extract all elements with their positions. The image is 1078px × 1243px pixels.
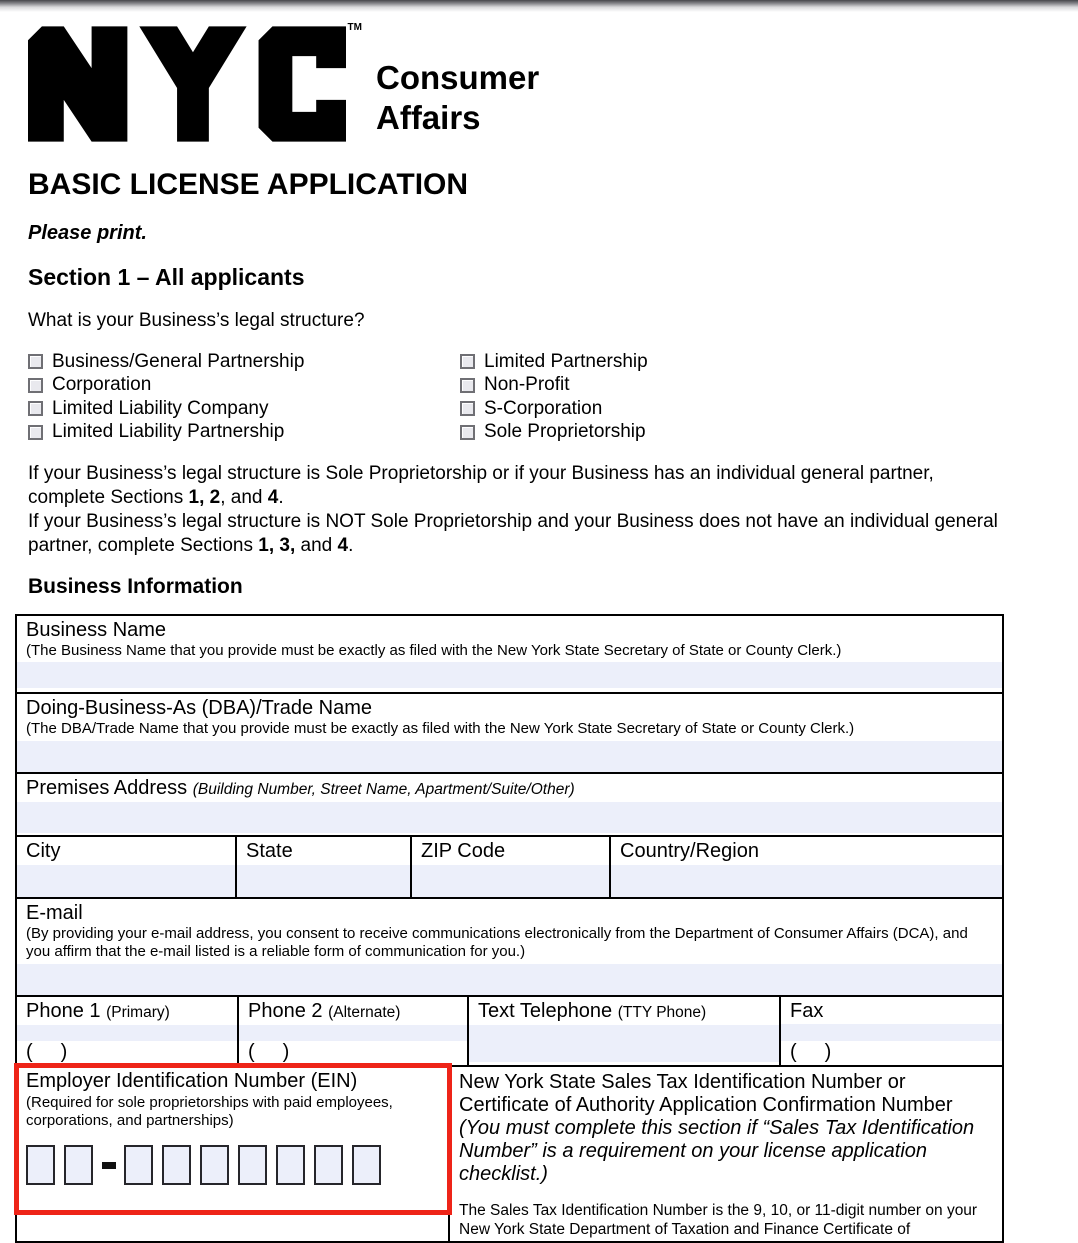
- zip-code-input[interactable]: [412, 865, 609, 897]
- city-cell: [17, 837, 235, 897]
- checkbox-s-corporation[interactable]: [460, 401, 475, 416]
- premises-address-label: Premises Address (Building Number, Street Name, Apartment/Suite/Other): [26, 777, 575, 799]
- sales-tax-cell: [448, 1067, 1002, 1241]
- checkbox-non-profit[interactable]: [460, 378, 475, 393]
- email-label: E-mail: [26, 902, 83, 924]
- option-s-corporation: [460, 397, 1018, 421]
- phone1-cell: [17, 997, 237, 1065]
- agency-name-line2: Affairs: [376, 99, 481, 136]
- fax-label: Fax: [790, 1000, 824, 1022]
- business-name-label: Business Name: [26, 619, 167, 641]
- agency-name: [376, 26, 539, 138]
- state-cell: [235, 837, 410, 897]
- option-limited-liability-partnership: [28, 421, 460, 445]
- checkbox-limited-partnership[interactable]: [460, 354, 475, 369]
- state-input[interactable]: [237, 865, 410, 897]
- nyc-logo-glyphs: [28, 26, 346, 142]
- ein-digit-box[interactable]: [238, 1145, 267, 1185]
- option-label: S-Corporation: [484, 397, 603, 419]
- phone1-input[interactable]: [17, 1025, 237, 1041]
- premises-address-input[interactable]: [17, 802, 1002, 833]
- checkbox-business-general-partnership[interactable]: [28, 354, 43, 369]
- email-cell: [17, 899, 1002, 995]
- nyc-logo: [28, 22, 362, 142]
- option-label: Non-Profit: [484, 374, 570, 396]
- option-limited-partnership: [460, 350, 1018, 374]
- phone2-label: Phone 2 (Alternate): [248, 1000, 401, 1022]
- tty-input[interactable]: [469, 1025, 779, 1062]
- ein-digit-box[interactable]: [314, 1145, 343, 1185]
- dba-label: Doing-Business-As (DBA)/Trade Name: [26, 697, 373, 719]
- form-page: [0, 22, 1078, 1243]
- phone2-input[interactable]: [239, 1025, 467, 1041]
- checkbox-limited-liability-company[interactable]: [28, 401, 43, 416]
- country-region-label: Country/Region: [620, 840, 759, 862]
- ein-dash: [102, 1162, 116, 1169]
- ein-digit-box[interactable]: [352, 1145, 381, 1185]
- option-label: Limited Partnership: [484, 350, 648, 372]
- option-business-general-partnership: [28, 350, 460, 374]
- email-row: [17, 897, 1002, 995]
- business-name-input[interactable]: [17, 662, 1002, 688]
- ein-digit-box[interactable]: [162, 1145, 191, 1185]
- ein-digit-boxes: [26, 1145, 439, 1185]
- country-region-input[interactable]: [611, 865, 1002, 897]
- zip-code-label: ZIP Code: [421, 840, 506, 862]
- zip-code-cell: [410, 837, 609, 897]
- ein-digit-box[interactable]: [276, 1145, 305, 1185]
- premises-address-row: [17, 772, 1002, 835]
- tty-label: Text Telephone (TTY Phone): [478, 1000, 707, 1022]
- phone2-cell: [237, 997, 467, 1065]
- business-name-cell: [17, 616, 1002, 692]
- premises-address-hint: (Building Number, Street Name, Apartment/Suite/Other): [192, 781, 575, 798]
- option-non-profit: [460, 374, 1018, 398]
- business-information-heading: Business Information: [28, 575, 243, 598]
- dba-note: (The DBA/Trade Name that you provide must be exactly as filed with the New York State Secretary of State or County Clerk.): [26, 720, 855, 737]
- ein-digit-box[interactable]: [64, 1145, 93, 1185]
- sales-tax-description: The Sales Tax Identification Number is the 9, 10, or 11-digit number on your New York State Department of Taxation and Finance Certificate of: [459, 1202, 978, 1238]
- sales-tax-requirement-note: (You must complete this section if “Sales Tax Identification Number” is a requirement on your license application checklist.): [459, 1117, 975, 1185]
- business-name-row: [17, 616, 1002, 692]
- premises-address-cell: [17, 774, 1002, 835]
- legal-structure-question: What is your Business’s legal structure?: [28, 310, 365, 331]
- phone1-area-code-parens: ( ): [26, 1041, 68, 1063]
- dba-row: [17, 692, 1002, 772]
- window-top-edge: [0, 0, 1078, 12]
- completion-instructions: [28, 462, 998, 558]
- page-title: BASIC LICENSE APPLICATION: [28, 168, 469, 201]
- checkbox-limited-liability-partnership[interactable]: [28, 425, 43, 440]
- options-left-column: [28, 350, 460, 444]
- tty-cell: [467, 997, 779, 1065]
- phone2-area-code-parens: ( ): [248, 1041, 290, 1063]
- option-sole-proprietorship: [460, 421, 1018, 445]
- ein-digit-box[interactable]: [124, 1145, 153, 1185]
- option-label: Corporation: [52, 374, 152, 396]
- city-state-zip-row: [17, 835, 1002, 897]
- option-corporation: [28, 374, 460, 398]
- sales-tax-heading: New York State Sales Tax Identification Number or Certificate of Authority Application Confirmation Number: [459, 1071, 953, 1116]
- city-input[interactable]: [17, 865, 235, 897]
- city-label: City: [26, 840, 61, 862]
- trademark-symbol: TM: [347, 22, 362, 33]
- ein-digit-box[interactable]: [200, 1145, 229, 1185]
- email-note: (By providing your e-mail address, you consent to receive communications electronically from the Department of Consumer Affairs (DCA), and you affirm that the e-mail listed is a reliable form of communication for you.): [26, 925, 968, 960]
- business-name-note: (The Business Name that you provide must be exactly as filed with the New York State Secretary of State or County Clerk.): [26, 642, 842, 659]
- ein-cell: [17, 1067, 448, 1241]
- dba-cell: [17, 694, 1002, 772]
- ein-salestax-row: [17, 1065, 1002, 1241]
- business-information-table: [15, 614, 1004, 1243]
- checkbox-corporation[interactable]: [28, 378, 43, 393]
- dba-input[interactable]: [17, 741, 1002, 772]
- ein-label: Employer Identification Number (EIN): [26, 1070, 358, 1092]
- fax-input[interactable]: [781, 1024, 1002, 1041]
- email-input[interactable]: [17, 964, 1002, 995]
- header: [28, 22, 1078, 142]
- option-label: Sole Proprietorship: [484, 421, 646, 443]
- option-label: Limited Liability Partnership: [52, 421, 285, 443]
- instruction-not-sole-proprietorship: If your Business’s legal structure is NOT Sole Proprietorship and your Business does not have an individual general partner, complete Sections 1, 3, and 4.: [28, 511, 998, 556]
- option-limited-liability-company: [28, 397, 460, 421]
- country-region-cell: [609, 837, 1002, 897]
- section1-heading: Section 1 – All applicants: [28, 264, 305, 290]
- print-instruction: Please print.: [28, 222, 147, 244]
- option-label: Business/General Partnership: [52, 350, 305, 372]
- fax-cell: [779, 997, 1002, 1065]
- checkbox-sole-proprietorship[interactable]: [460, 425, 475, 440]
- legal-structure-options: [28, 350, 1018, 444]
- option-label: Limited Liability Company: [52, 397, 269, 419]
- ein-digit-box[interactable]: [26, 1145, 55, 1185]
- ein-note: (Required for sole proprietorships with paid employees, corporations, and partnerships): [26, 1094, 393, 1129]
- phone-row: [17, 995, 1002, 1065]
- phone1-label: Phone 1 (Primary): [26, 1000, 170, 1022]
- options-right-column: [460, 350, 1018, 444]
- state-label: State: [246, 840, 293, 862]
- instruction-sole-proprietorship: If your Business’s legal structure is Sole Proprietorship or if your Business has an individual general partner, complete Sections 1, 2, and 4.: [28, 463, 934, 508]
- fax-area-code-parens: ( ): [790, 1041, 832, 1063]
- agency-name-line1: Consumer: [376, 59, 540, 96]
